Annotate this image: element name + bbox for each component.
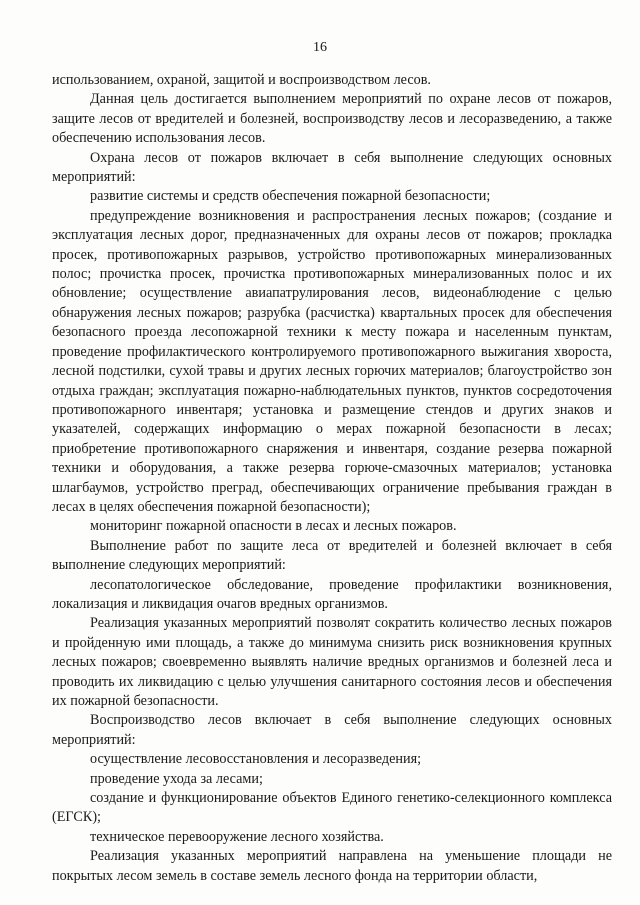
paragraph-reproduction-intro: Воспроизводство лесов включает в себя выполнение следующих основных мероприятий: [52,712,612,748]
list-item-fire-safety-system: развитие системы и средств обеспечения пожарной безопасности; [90,188,491,205]
list-item-technical-reequipment: техническое перевооружение лесного хозяйства. [90,828,384,845]
document-body [52,71,612,886]
list-item-reforestation: осуществление лесовосстановления и лесоразведения; [90,751,422,768]
paragraph-forest-protection-intro: Выполнение работ по защите леса от вредителей и болезней включает в себя выполнение следующих мероприятий: [52,537,612,574]
list-item-fire-prevention: предупреждение возникновения и распространения лесных пожаров; (создание и эксплуатация лесных дорог, предназначенных для охраны лесов от пожаров; прокладка просек, противопожарных разрывов, устройство противопожарных минерализованных полос; прочистка просек, прочистка противопожарных минерализованных полос и их обновление; осуществление авиапатрулирования лесов, видеонаблюдение с целью обнаружения лесных пожаров; разрубка (расчистка) квартальных просек для обеспечения безопасного проезда лесопожарной техники к месту пожара и населенным пунктам, проведение профилактического контролируемого противопожарного выжигания хвороста, лесной подстилки, сухой травы и других лесных горючих материалов; благоустройство зон отдыха граждан; эксплуатация пожарно-наблюдательных пунктов, пунктов сосредоточения противопожарного инвентаря; установка и размещение стендов и других знаков и указателей, содержащих информацию о мерах пожарной безопасности в лесах; приобретение противопожарного снаряжения и инвентаря, создание резерва пожарной техники и оборудования, а также резерва горюче-смазочных материалов; установка шлагбаумов, устройство преград, обеспечивающих ограничение пребывания граждан в лесах в целях обеспечения пожарной безопасности); [52,207,612,515]
list-item-egsk: создание и функционирование объектов Единого генетико-селекционного комплекса (ЕГСК); [52,790,612,826]
list-item-forest-care: проведение ухода за лесами; [90,770,263,787]
paragraph-implementation-aim: Реализация указанных мероприятий направлена на уменьшение площади не покрытых лесом земель в составе земель лесного фонда на территории области, [52,848,612,884]
paragraph-goal: Данная цель достигается выполнением мероприятий по охране лесов от пожаров, защите лесов от вредителей и болезней, воспроизводству лесов и лесоразведению, а также обеспечению использования лесов. [52,91,612,147]
paragraph-continued: использованием, охраной, защитой и воспроизводством лесов. [52,72,431,88]
page-number: 16 [313,40,327,55]
paragraph-fire-protection-intro: Охрана лесов от пожаров включает в себя выполнение следующих основных мероприятий: [52,149,612,186]
list-item-fire-monitoring: мониторинг пожарной опасности в лесах и лесных пожаров. [90,518,457,535]
paragraph-implementation-results: Реализация указанных мероприятий позволят сократить количество лесных пожаров и пройденную ими площадь, а также до минимума снизить риск возникновения крупных лесных пожаров; своевременно выявлять наличие вредных организмов и болезней леса и проводить их ликвидацию с целью улучшения санитарного состояния лесов и обеспечения их пожарной безопасности. [52,615,612,709]
list-item-forest-pathology: лесопатологическое обследование, проведение профилактики возникновения, локализация и ликвидация очагов вредных организмов. [52,576,612,612]
